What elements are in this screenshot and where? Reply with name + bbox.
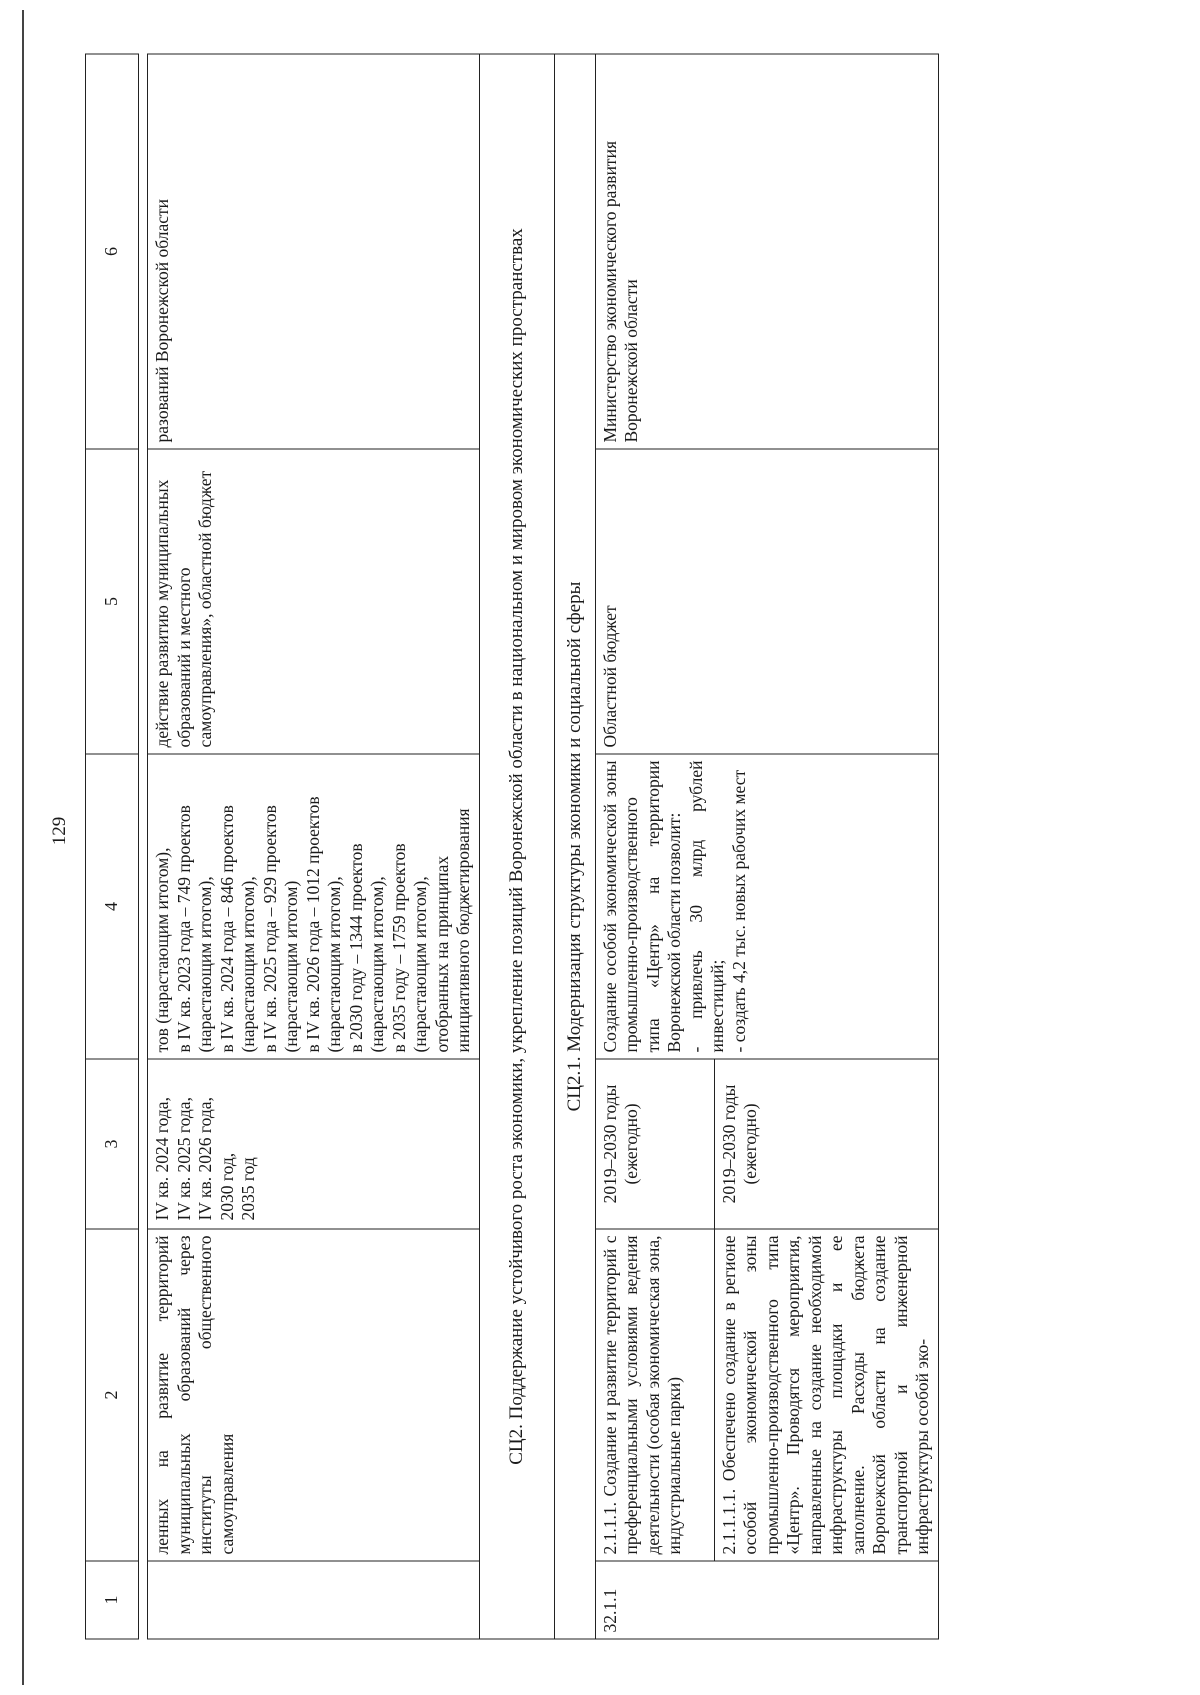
row-32-1-1-sub-c3: 2019–2030 годы (ежегодно) [714,1059,938,1229]
continued-c1 [148,1561,480,1639]
continued-c3: IV кв. 2024 года, IV кв. 2025 года, IV кв. 2026 года, 2030 год, 2035 год [148,1059,480,1229]
continued-c6: разований Воронежской области [148,54,480,449]
section-heading: СЦ2. Поддержание устойчивого роста экономики, укрепление позиций Воронежской области в национальном и мировом экономических пространствах [479,54,554,1639]
row-32-1-1 [595,54,714,1639]
col-6-number: 6 [86,54,139,449]
row-32-1-1-c5: Областной бюджет [595,449,938,754]
row-32-1-1-c4: Создание особой экономической зоны промышленно-производственного типа «Центр» на территории Воронежской области позволит: - привлечь 30 млрд рублей инвестиций; - создать 4,2 тыс. новых рабочих мест [595,754,938,1059]
rotated-page [85,55,1115,1640]
row-32-1-1-c2: 2.1.1.1. Создание и развитие территорий с преференциальными условиями ведения деятельности (особая экономическая зона, индустриальные парки) [595,1229,714,1561]
row-32-1-1-c6: Министерство экономического развития Воронежской области [595,54,938,449]
col-5-number: 5 [86,449,139,754]
subsection-heading-row [554,54,595,1639]
scan-edge-rule [22,10,24,1685]
continued-c5: действие развитию муниципальных образований и местного самоуправления», областной бюджет [148,449,480,754]
column-number-row [86,54,139,1639]
row-32-1-1-sub-c2: 2.1.1.1.1. Обеспечено создание в регионе особой экономической зоны промышленно-производственного типа «Центр». Проводятся мероприятия, направленные на создание необходимой инфраструктуры площадки и ее заполнение. Расходы бюджета Воронежской области на создание транспортной и инженерной инфраструктуры особой эко- [714,1229,938,1561]
continued-c2: ленных на развитие территорий муниципальных образований через институты общественного самоуправления [148,1229,480,1561]
subsection-heading: СЦ2.1. Модернизация структуры экономики и социальной сферы [554,54,595,1639]
col-4-number: 4 [86,754,139,1059]
col-1-number: 1 [86,1561,139,1639]
plan-table [85,54,939,1640]
col-3-number: 3 [86,1059,139,1229]
row-32-1-1-c3: 2019–2030 годы (ежегодно) [595,1059,714,1229]
continued-row [148,54,480,1639]
col-2-number: 2 [86,1229,139,1561]
continued-c4: тов (нарастающим итогом), в IV кв. 2023 года – 749 проектов (нарастающим итогом), в IV кв. 2024 года – 846 проектов (нарастающим итогом), в IV кв. 2025 года – 929 проектов (нарастающим итогом) в IV кв. 2026 года – 1012 проектов (нарастающим итогом), в 2030 году – 1344 проектов (нарастающим итогом), в 2035 году – 1759 проектов (нарастающим итогом), отобранных на принципах инициативного бюджетирования [148,754,480,1059]
section-heading-row [479,54,554,1639]
page-number: 129 [49,816,70,846]
row-32-1-1-c1: 32.1.1 [595,1561,938,1639]
